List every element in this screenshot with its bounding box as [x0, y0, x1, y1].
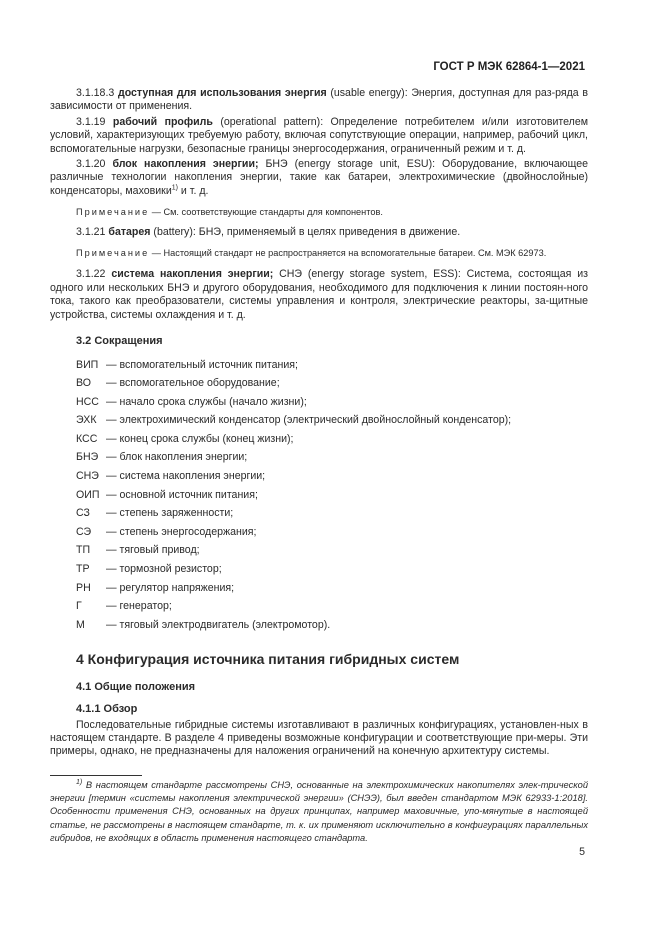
abbreviation-item: ТР — тормозной резистор;: [76, 563, 222, 576]
section-4-1-1-paragraph: Последовательные гибридные системы изготавливают в различных конфигурациях, установлен-ных в настоящем стандарте. В разделе 4 приведены возможные конфигурации и соответствующие при-меры. Эти примеры, однако, не предназначены для наложения ограничений на конечную архитектуру системы.: [50, 718, 588, 758]
abbreviation-item: ОИП — основной источник питания;: [76, 488, 258, 501]
abbreviation-item: ЭХК — электрохимический конденсатор (электрический двойнослойный конденсатор);: [76, 414, 512, 427]
abbreviation-item: РН — регулятор напряжения;: [76, 581, 235, 594]
abbreviation-item: ВО — вспомогательное оборудование;: [76, 377, 280, 390]
abbreviation-item: СЭ — степень энергосодержания;: [76, 525, 257, 538]
footnote-separator: [50, 775, 142, 776]
page-number: 5: [579, 846, 585, 858]
definition-3-1-19: 3.1.19 рабочий профиль (operational pattern): Определение потребителем и/или изготовителем условий, характеризующих требуемую работу, включая сопутствующие операции, например, рабочий цикл, вспомогательные нагрузки, безопасные границы энергосодержания, ограниченный режим и т. д.: [50, 115, 588, 155]
definition-3-1-21: 3.1.21 батарея (battery): БНЭ, применяемый в целях приведения в движение.: [76, 225, 461, 238]
abbreviation-item: БНЭ — блок накопления энергии;: [76, 451, 248, 464]
abbreviation-item: КСС — конец срока службы (конец жизни);: [76, 432, 294, 445]
section-4-1-heading: 4.1 Общие положения: [76, 680, 196, 693]
abbreviation-item: М — тяговый электродвигатель (электромотор).: [76, 618, 331, 631]
section-3-2-heading: 3.2 Сокращения: [76, 335, 163, 348]
abbreviation-item: СЗ — степень заряженности;: [76, 507, 234, 520]
document-header: ГОСТ Р МЭК 62864-1—2021: [433, 61, 585, 73]
definition-3-1-20: 3.1.20 блок накопления энергии; БНЭ (energy storage unit, ESU): Оборудование, включающее различные технологии накопления энергии, такие как батареи, электрохимические (двойнослойные) конденсаторы, маховики$^{1)}$ и т. д.: [50, 158, 588, 197]
abbreviation-item: СНЭ — система накопления энергии;: [76, 470, 266, 483]
abbreviation-item: ТП — тяговый привод;: [76, 544, 200, 557]
section-4-1-1-heading: 4.1.1 Обзор: [76, 703, 138, 716]
note-1: Примечание — См. соответствующие стандарты для компонентов.: [76, 207, 383, 218]
definition-3-1-18-3: 3.1.18.3 доступная для использования энергия (usable energy): Энергия, доступная для раз-ряда в зависимости от применения.: [50, 87, 588, 113]
definition-3-1-22: 3.1.22 система накопления энергии; СНЭ (energy storage system, ESS): Система, состоящая из одного или нескольких БНЭ и другого оборудования, необходимого для подключения к линии постоян-ного тока, такого как преобразователи, системы управления и контроля, электрические реакторы, за-щитные устройства, системы охлаждения и т. д.: [50, 268, 589, 321]
abbreviation-item: Г — генератор;: [76, 600, 172, 613]
abbreviation-item: НСС — начало срока службы (начало жизни);: [76, 395, 307, 408]
footnote-ref[interactable]: 1): [171, 184, 178, 192]
page-content: [50, 87, 588, 759]
footnote: $^{1)}$ В настоящем стандарте рассмотрены СНЭ, основанные на электрохимических накопителях элек-трической энергии [термин «системы накопления электрической энергии» (СНЭЭ), был введен стандартом МЭК 62933-1:2018]. Особенности применения СНЭ, основанных на других принципах, например маховичные, упо-мянутые в настоящей статье, не рассмотрены в настоящем стандарте, т. к. их применяют исключительно в конфигурациях параллельных гибридов, не входящих в область применения настоящего стандарта.: [50, 778, 588, 843]
abbreviations-list: [50, 359, 588, 638]
section-4-heading: 4 Конфигурация источника питания гибридных систем: [76, 651, 460, 668]
abbreviation-item: ВИП — вспомогательный источник питания;: [76, 358, 298, 371]
note-2: Примечание — Настоящий стандарт не распространяется на вспомогательные батареи. См. МЭК 62973.: [76, 248, 547, 259]
